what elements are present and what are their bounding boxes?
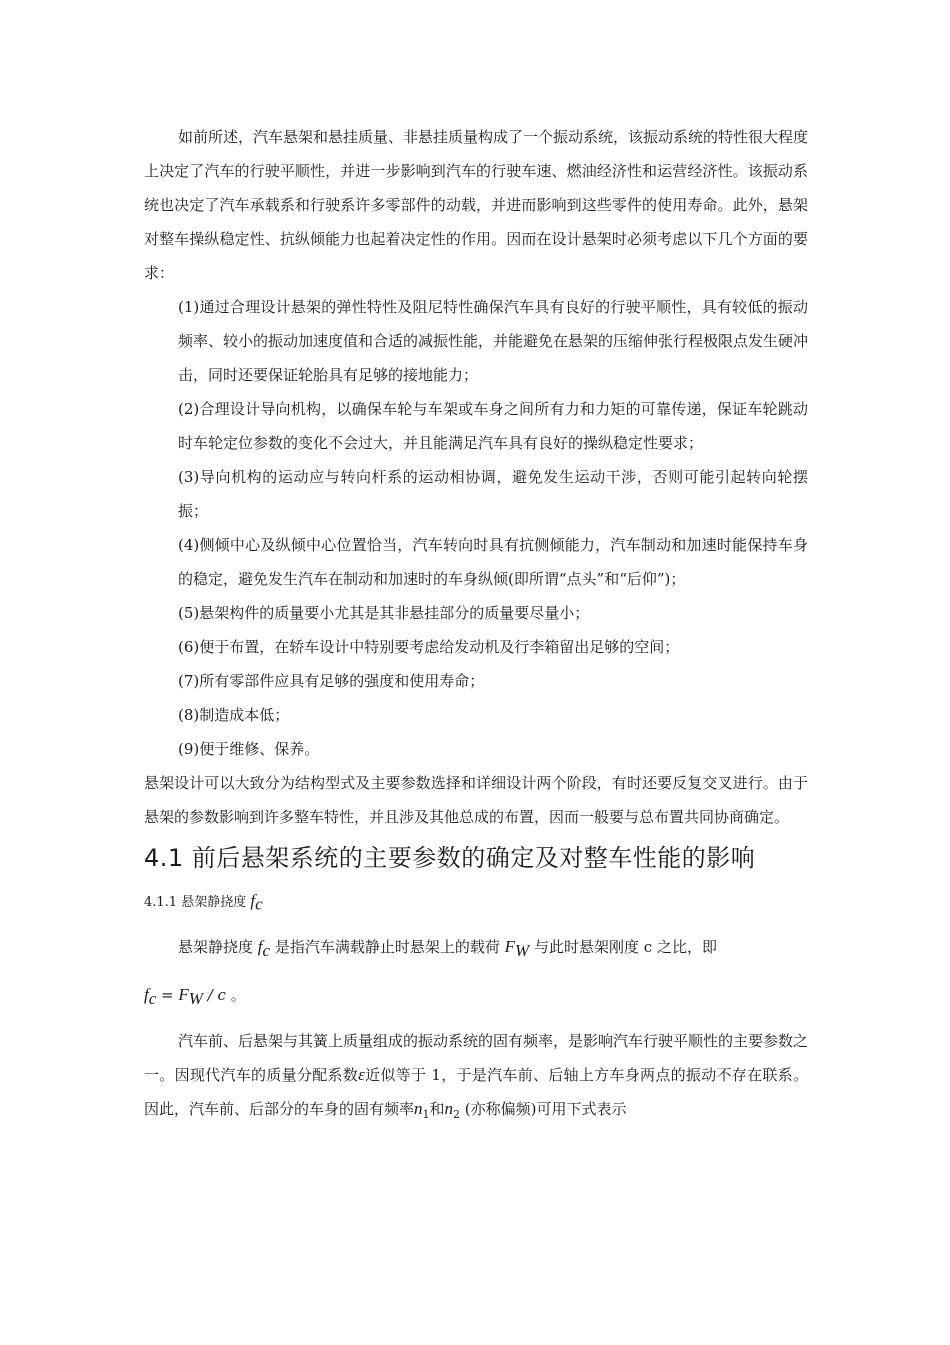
static-deflection-formula: [144, 978, 808, 1016]
frequency-text-3: (亦称偏频)可用下式表示: [460, 1099, 627, 1118]
subsection-heading-text: 4.1.1 悬架静挠度: [144, 895, 247, 910]
symbol-n2-subscript: 2: [453, 1107, 461, 1121]
requirement-item-6: (6)便于布置，在轿车设计中特别要考虑给发动机及行李箱留出足够的空间；: [178, 638, 680, 656]
requirement-item-8: (8)制造成本低；: [178, 706, 290, 724]
requirement-item-3: (3)导向机构的运动应与转向杆系的运动相协调，避免发生运动干涉，否则可能引起转向轮摆振；: [178, 468, 808, 520]
requirement-item-4: (4)侧倾中心及纵倾中心位置恰当，汽车转向时具有抗侧倾能力，汽车制动和加速时能保持车身的稳定，避免发生汽车在制动和加速时的车身纵倾(即所谓“点头”和“后仰”)；: [178, 536, 808, 588]
symbol-F: F: [504, 936, 516, 956]
requirement-item-7: (7)所有零部件应具有足够的强度和使用寿命；: [178, 672, 485, 690]
requirement-item-2: (2)合理设计导向机构，以确保车轮与车架或车身之间所有力和力矩的可靠传递，保证车轮跳动时车轮定位参数的变化不会过大，并且能满足汽车具有良好的操纵稳定性要求；: [178, 400, 808, 452]
formula-equals: =: [156, 985, 179, 1004]
symbol-f: f: [257, 936, 263, 956]
static-deflection-definition: [144, 930, 808, 968]
symbol-n1: n: [414, 1098, 423, 1118]
frequency-text-2: 近似等于 1，于是汽车前、后轴上方车身两点的振动不存在联系。因此，汽车前、后部分的车身的固有频率: [144, 1065, 808, 1118]
symbol-epsilon: ε: [358, 1064, 365, 1084]
frequency-and: 和: [429, 1099, 445, 1118]
natural-frequency-paragraph: [144, 1024, 808, 1132]
document-page: [144, 120, 808, 1132]
formula-F: F: [178, 984, 189, 1004]
definition-text-2: 是指汽车满载静止时悬架上的载荷: [274, 937, 500, 956]
design-stage-paragraph: 悬架设计可以大致分为结构型式及主要参数选择和详细设计两个阶段，有时还要反复交叉进行。由于悬架的参数影响到许多整车特性，并且涉及其他总成的布置，因而一般要与总布置共同协商确定。: [144, 774, 808, 826]
symbol-f: f: [250, 891, 256, 910]
formula-c-subscript: c: [148, 988, 157, 1008]
symbol-n1-subscript: 1: [422, 1107, 430, 1121]
definition-text-3: 与此时悬架刚度 c 之比，即: [534, 937, 717, 956]
formula-end: 。: [225, 985, 246, 1004]
frequency-text-1: 汽车前、后悬架与其簧上质量组成的振动系统的固有频率，是影响汽车行驶平顺性的主要参数之一。因现代汽车的质量分配系数: [144, 1031, 809, 1084]
subsection-heading: [144, 886, 808, 920]
symbol-n2: n: [444, 1098, 454, 1118]
formula-f: f: [144, 984, 149, 1004]
formula-W-subscript: W: [188, 988, 203, 1008]
requirement-item-1: (1)通过合理设计悬架的弹性特性及阻尼特性确保汽车具有良好的行驶平顺性，具有较低的振动频率、较小的振动加速度值和合适的减振性能，并能避免在悬架的压缩伸张行程极限点发生硬冲击，同时还要保证轮胎具有足够的接地能力；: [178, 298, 809, 384]
intro-paragraph: 如前所述，汽车悬架和悬挂质量、非悬挂质量构成了一个振动系统，该振动系统的特性很大程度上决定了汽车的行驶平顺性，并进一步影响到汽车的行驶车速、燃油经济性和运营经济性。该振动系统也决定了汽车承载系和行驶系许多零部件的动载，并进而影响到这些零件的使用寿命。此外，悬架对整车操纵稳定性、抗纵倾能力也起着决定性的作用。因而在设计悬架时必须考虑以下几个方面的要求：: [144, 128, 809, 282]
section-heading: 4.1 前后悬架系统的主要参数的确定及对整车性能的影响: [144, 844, 756, 872]
formula-divisor: / c: [202, 985, 226, 1004]
requirement-item-9: (9)便于维修、保养。: [178, 740, 320, 758]
symbol-c-subscript: c: [255, 894, 263, 914]
definition-text-1: 悬架静挠度: [178, 937, 254, 956]
symbol-c-subscript: c: [262, 940, 271, 960]
symbol-W-subscript: W: [515, 940, 530, 960]
requirement-item-5: (5)悬架构件的质量要小尤其是其非悬挂部分的质量要尽量小；: [178, 604, 590, 622]
